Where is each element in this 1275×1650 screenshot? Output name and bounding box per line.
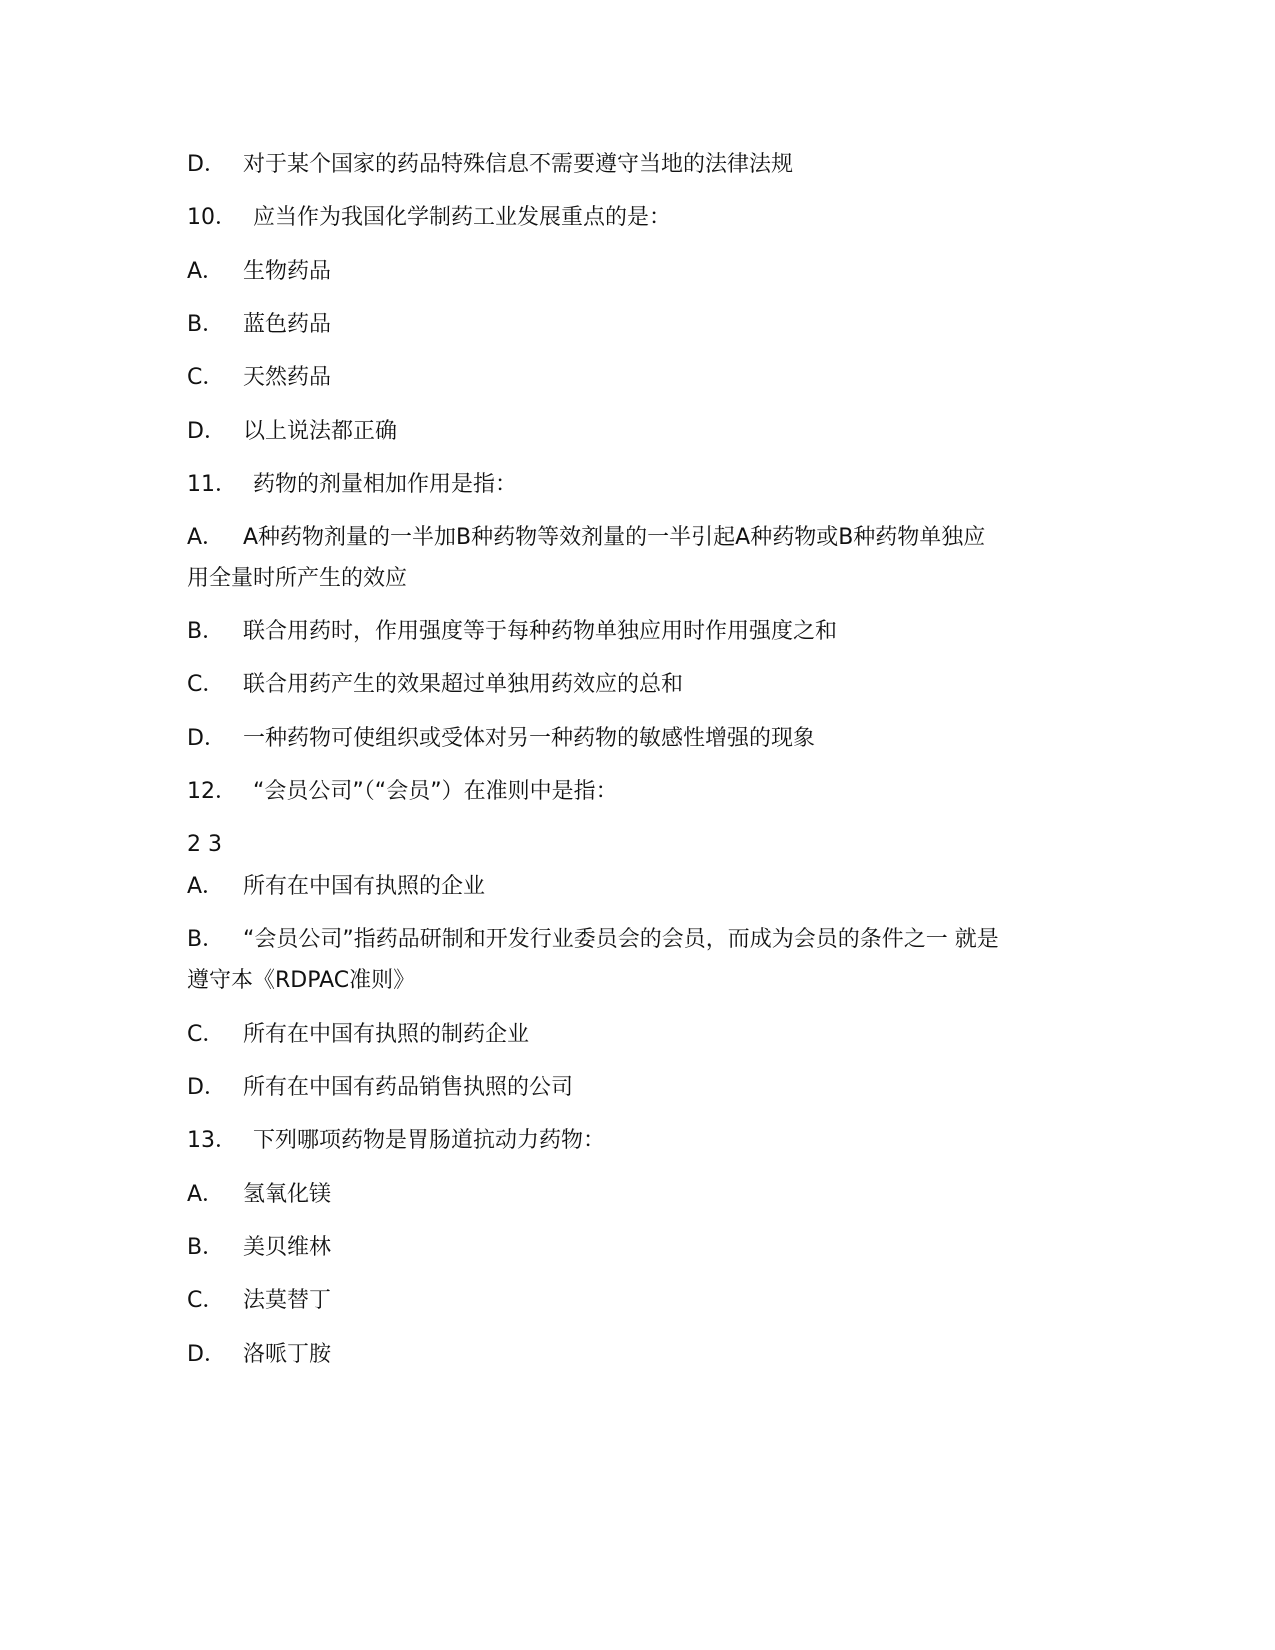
option-text: 天然药品	[243, 365, 332, 390]
option-a-q12	[187, 866, 1097, 908]
question-number: 13．	[187, 1128, 237, 1153]
option-marker: D．	[187, 726, 226, 751]
option-d-q10	[187, 411, 1097, 453]
option-marker: D．	[187, 1075, 226, 1100]
option-text: 所有在中国有药品销售执照的公司	[243, 1075, 574, 1100]
option-d-q11	[187, 718, 1097, 760]
question-text: 应当作为我国化学制药工业发展重点的是：	[253, 205, 672, 230]
question-number: 12．	[187, 779, 237, 804]
option-a-q10	[187, 251, 1097, 293]
option-text: 氢氧化镁	[243, 1182, 332, 1207]
option-text-continued: 遵守本《RDPAC准则》	[187, 968, 416, 993]
option-c-q12	[187, 1014, 1097, 1056]
option-text: “会员公司”指药品研制和开发行业委员会的会员，而成为会员的条件之一 就是	[243, 927, 999, 952]
question-text: 下列哪项药物是胃肠道抗动力药物：	[253, 1128, 606, 1153]
option-d-q13	[187, 1334, 1097, 1376]
option-marker: D．	[187, 152, 226, 177]
option-d-q9	[187, 144, 1097, 186]
option-text: 法莫替丁	[243, 1288, 332, 1313]
option-marker: C．	[187, 1288, 225, 1313]
option-b-q12	[187, 919, 1097, 961]
question-12	[187, 771, 1097, 813]
option-b-q11	[187, 611, 1097, 653]
option-text-continued: 用全量时所产生的效应	[187, 566, 408, 591]
option-marker: D．	[187, 1342, 226, 1367]
option-marker: C．	[187, 365, 225, 390]
option-text: 所有在中国有执照的企业	[243, 874, 486, 899]
option-text: 所有在中国有执照的制药企业	[243, 1022, 530, 1047]
option-text: 洛哌丁胺	[243, 1342, 332, 1367]
option-marker: C．	[187, 1022, 225, 1047]
option-text: 美贝维林	[243, 1235, 332, 1260]
option-c-q10	[187, 357, 1097, 399]
option-a-q11	[187, 517, 1097, 559]
option-a-q13	[187, 1174, 1097, 1216]
question-13	[187, 1120, 1097, 1162]
question-number: 10．	[187, 205, 237, 230]
option-c-q13	[187, 1280, 1097, 1322]
option-text: 对于某个国家的药品特殊信息不需要遵守当地的法律法规	[243, 152, 794, 177]
question-text: “会员公司”（“会员”）在准则中是指：	[253, 779, 618, 804]
option-b-q10	[187, 304, 1097, 346]
option-marker: B．	[187, 312, 225, 337]
question-10	[187, 197, 1097, 239]
option-text: 蓝色药品	[243, 312, 332, 337]
option-b-q12-continued	[187, 960, 1097, 1002]
option-text: A种药物剂量的一半加B种药物等效剂量的一半引起A种药物或B种药物单独应	[243, 525, 986, 550]
option-b-q13	[187, 1227, 1097, 1269]
option-text: 生物药品	[243, 259, 332, 284]
stray-text-content: 2 3	[187, 832, 222, 857]
question-text: 药物的剂量相加作用是指：	[253, 472, 518, 497]
stray-text	[187, 824, 1097, 866]
option-marker: C．	[187, 672, 225, 697]
option-c-q11	[187, 664, 1097, 706]
option-marker: A．	[187, 525, 225, 550]
question-number: 11．	[187, 472, 237, 497]
option-a-q11-continued	[187, 558, 1097, 600]
option-text: 一种药物可使组织或受体对另一种药物的敏感性增强的现象	[243, 726, 816, 751]
option-text: 以上说法都正确	[243, 419, 398, 444]
option-marker: B．	[187, 927, 225, 952]
option-marker: A．	[187, 259, 225, 284]
option-text: 联合用药产生的效果超过单独用药效应的总和	[243, 672, 684, 697]
option-marker: B．	[187, 1235, 225, 1260]
question-11	[187, 464, 1097, 506]
option-d-q12	[187, 1067, 1097, 1109]
option-marker: B．	[187, 619, 225, 644]
option-text: 联合用药时，作用强度等于每种药物单独应用时作用强度之和	[243, 619, 838, 644]
option-marker: A．	[187, 1182, 225, 1207]
option-marker: D．	[187, 419, 226, 444]
option-marker: A．	[187, 874, 225, 899]
